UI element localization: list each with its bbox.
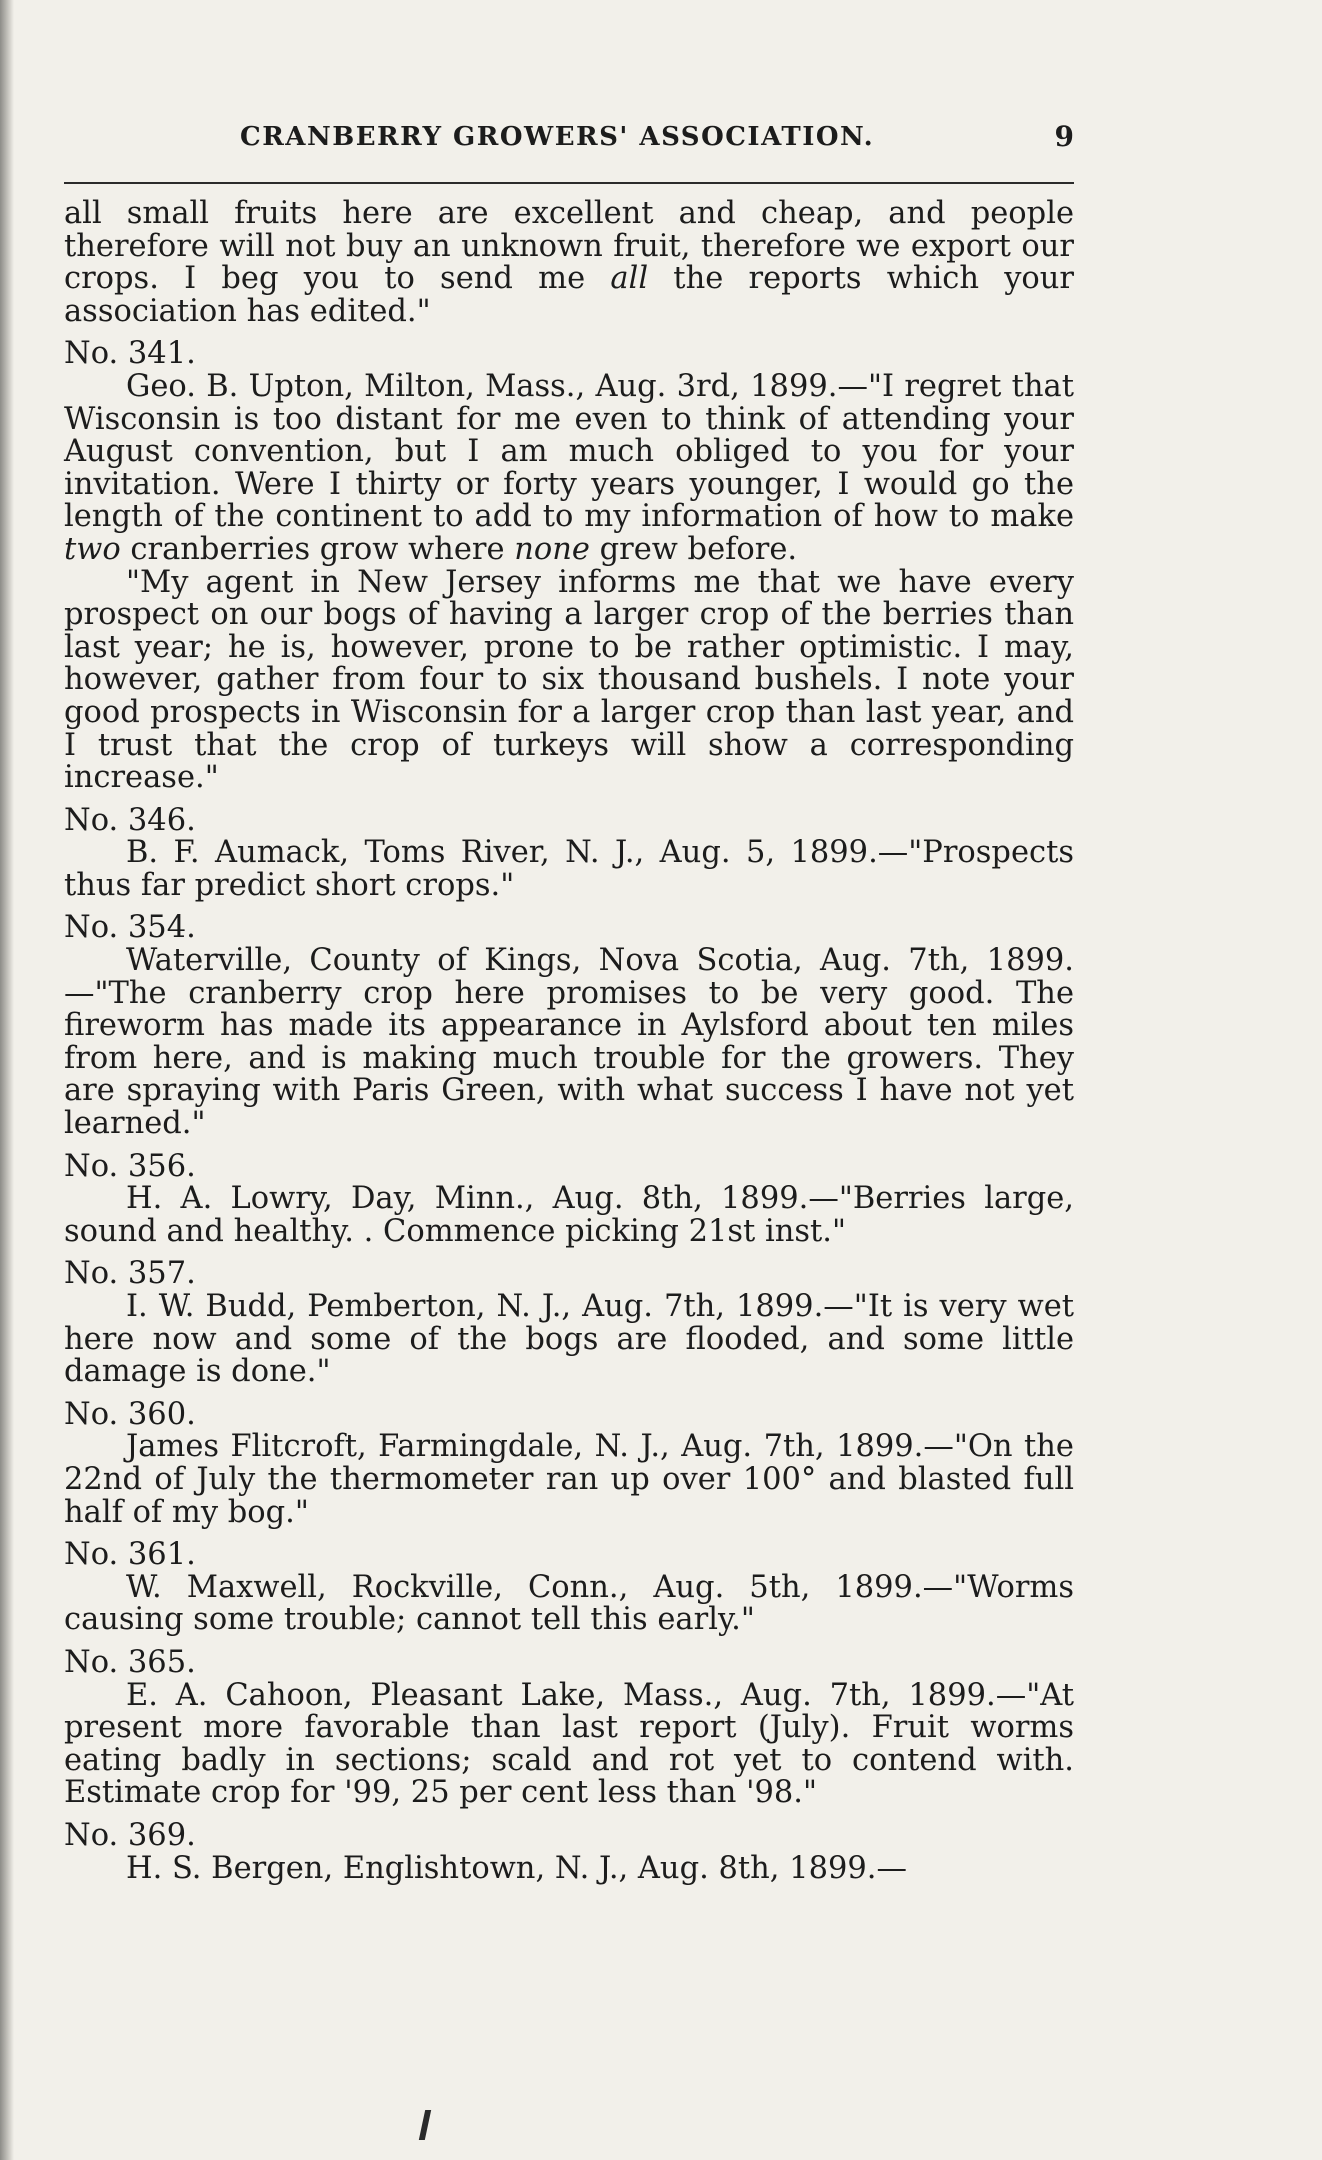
running-header xyxy=(64,122,1074,162)
paragraph: H. A. Lowry, Day, Minn., Aug. 8th, 1899.—"Berries large, sound and healthy. . Commence picking 21st inst." xyxy=(64,1181,1074,1249)
paragraph: W. Maxwell, Rockville, Conn., Aug. 5th, 1899.—"Worms causing some trouble; cannot tell this early." xyxy=(64,1569,1074,1638)
book-page xyxy=(64,0,1074,1885)
entry-number: No. 365. xyxy=(64,1644,196,1680)
entry-number: No. 346. xyxy=(64,802,196,838)
italic-emphasis: none xyxy=(514,531,590,567)
ink-speck xyxy=(419,2110,431,2140)
paragraph: "My agent in New Jersey informs me that we have every prospect on our bogs of having a larger crop of the berries than last year; he is, however, prone to be rather optimistic. I may, however, gather from four to six thousand bushels. I note your good prospects in Wisconsin for a larger crop than last year, and I trust that the crop of turkeys will show a corresponding increase." xyxy=(64,564,1074,796)
page-body xyxy=(64,198,1074,1885)
page-binding-edge xyxy=(0,0,14,2160)
paragraph: E. A. Cahoon, Pleasant Lake, Mass., Aug. 7th, 1899.—"At present more favorable than last report (July). Fruit worms eating badly in sections; scald and rot yet to contend with. Estimate crop for '99, 25 per cent less than '98." xyxy=(64,1677,1074,1811)
entry-number: No. 341. xyxy=(64,336,196,372)
entry-number: No. 361. xyxy=(64,1537,196,1573)
entry-number: No. 357. xyxy=(64,1256,196,1292)
entry-number: No. 360. xyxy=(64,1396,196,1432)
paragraph: James Flitcroft, Farmingdale, N. J., Aug. 7th, 1899.—"On the 22nd of July the thermometer ran up over 100° and blasted full half of my bog." xyxy=(64,1429,1074,1530)
page-number: 9 xyxy=(1054,120,1074,153)
italic-emphasis: two xyxy=(64,531,121,567)
paragraph: H. S. Bergen, Englishtown, N. J., Aug. 8th, 1899.— xyxy=(126,1850,907,1886)
paragraph: B. F. Aumack, Toms River, N. J., Aug. 5, 1899.—"Prospects thus far predict short crops." xyxy=(64,835,1074,903)
entry-number: No. 369. xyxy=(64,1817,196,1853)
running-title: CRANBERRY GROWERS' ASSOCIATION. xyxy=(240,122,875,152)
paragraph: I. W. Budd, Pemberton, N. J., Aug. 7th, 1899.—"It is very wet here now and some of the bogs are flooded, and some little damage is done." xyxy=(64,1289,1074,1390)
paragraph: all small fruits here are excellent and cheap, and people therefore will not buy an unknown fruit, therefore we export our crops. I beg you to send me all the reports which your association has edited." xyxy=(64,196,1075,329)
entry-number: No. 354. xyxy=(64,910,196,946)
italic-emphasis: all xyxy=(610,261,649,297)
entry-number: No. 356. xyxy=(64,1148,196,1184)
paragraph: Waterville, County of Kings, Nova Scotia, Aug. 7th, 1899.—"The cranberry crop here promises to be very good. The fireworm has made its appearance in Aylsford about ten miles from here, and is making much trouble for the growers. They are spraying with Paris Green, with what success I have not yet learned." xyxy=(64,943,1074,1142)
header-rule xyxy=(64,182,1074,184)
paragraph: Geo. B. Upton, Milton, Mass., Aug. 3rd, 1899.—"I regret that Wisconsin is too distant for me even to think of attending your August convention, but I am much obliged to you for your invitation. Were I thirty or forty years younger, I would go the length of the continent to add to my information of how to make two cranberries grow where none grew before. xyxy=(64,368,1074,567)
